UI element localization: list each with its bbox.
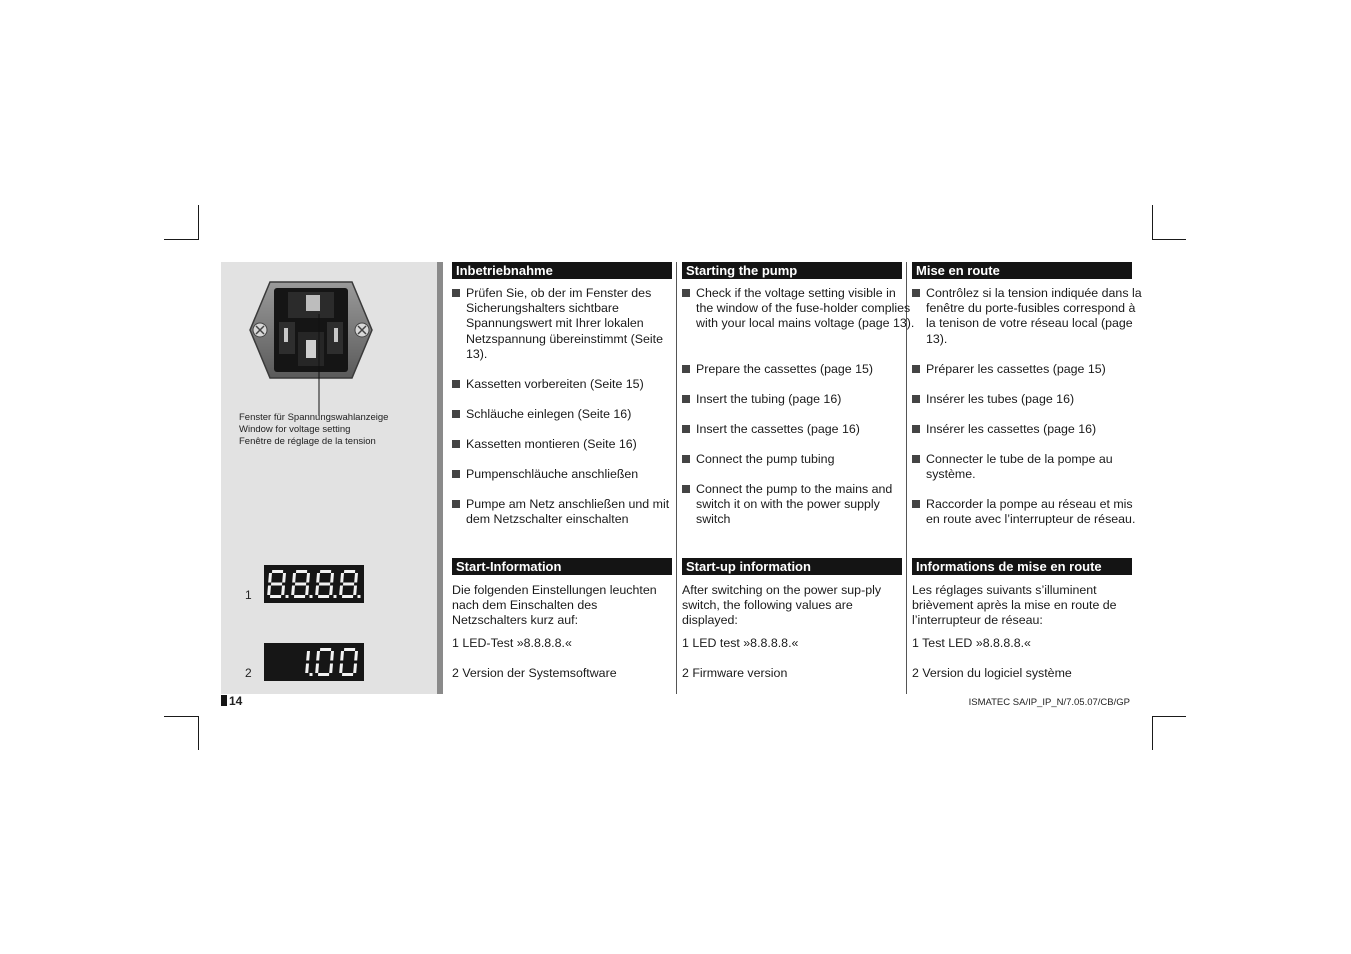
led-segment [295,583,306,586]
square-bullet-icon [912,395,920,403]
led-decimal-point [310,595,313,598]
led-segment [330,573,334,583]
led-segment [353,664,357,674]
image-caption [239,412,388,448]
bullet-item: Schläuche einlegen (Seite 16) [452,407,686,422]
square-bullet-icon [912,425,920,433]
led-segment [272,570,283,573]
section-heading: Start-up information [682,558,902,575]
info-item: 2 Firmware version [682,666,788,680]
bullet-item: Kassetten montieren (Seite 16) [452,437,686,452]
led-segment [342,595,353,598]
led-segment [319,583,330,586]
crop-mark [1152,716,1153,750]
led-segment [318,595,329,598]
crop-mark [198,205,199,240]
led-segment [340,651,344,661]
square-bullet-icon [912,289,920,297]
info-item: 1 LED test »8.8.8.8.« [682,636,799,650]
section-heading: Start-Information [452,558,672,575]
bullet-item: Prepare the cassettes (page 15) [682,362,916,377]
led-segment [342,673,353,676]
square-bullet-icon [682,365,690,373]
led-segment [318,673,329,676]
led-digits-version [264,643,364,681]
led-segment [292,573,296,583]
square-bullet-icon [452,440,460,448]
bullet-item: Raccorder la pompe au réseau et mis en route avec l’interrupteur de réseau. [912,497,1146,527]
square-bullet-icon [682,485,690,493]
info-item: 2 Version du logiciel système [912,666,1072,680]
column-german [452,262,672,680]
led-decimal-point [334,595,337,598]
bullet-item: Kassetten vorbereiten (Seite 15) [452,377,686,392]
display-2-number: 2 [245,666,252,680]
crop-mark [164,239,199,240]
led-segment [343,583,354,586]
led-decimal-point [358,595,361,598]
bullet-item: Check if the voltage setting visible in the window of the fuse-holder complies with your local mains voltage (page 13). [682,286,916,332]
sidebar-rule [437,262,443,694]
info-text: Die folgenden Einstellungen leuchten nach dem Einschalten des Netzschalters kurz auf: [452,583,657,628]
footer-code: ISMATEC SA/IP_IP_N/7.05.07/CB/GP [968,697,1130,708]
led-segment [296,570,307,573]
led-segment [267,586,271,596]
bullet-item: Pumpenschläuche anschließen [452,467,686,482]
square-bullet-icon [912,455,920,463]
section-heading: Mise en route [912,262,1132,279]
square-bullet-icon [682,395,690,403]
square-bullet-icon [452,470,460,478]
bullet-item: Insert the cassettes (page 16) [682,422,916,437]
caption-line-fr: Fenêtre de réglage de la tension [239,436,376,447]
info-item: 1 Test LED »8.8.8.8.« [912,636,1031,650]
led-display-test [264,565,364,603]
led-segment [305,664,309,674]
led-segment [320,570,331,573]
bullet-item: Connect the pump tubing [682,452,916,467]
led-segment [305,586,309,596]
square-bullet-icon [452,500,460,508]
fuse-holder-illustration [248,280,374,416]
section-heading: Starting the pump [682,262,902,279]
square-bullet-icon [682,289,690,297]
led-decimal-point [286,595,289,598]
bullet-item: Connect the pump to the mains and switch it on with the power supply switch [682,482,916,528]
bullet-item: Insert the tubing (page 16) [682,392,916,407]
crop-mark [1152,205,1153,240]
info-text: After switching on the power sup-ply switch, the following values are displayed: [682,583,882,628]
display-1-number: 1 [245,588,252,602]
column-french [912,262,1142,680]
led-segment [316,573,320,583]
square-bullet-icon [452,380,460,388]
square-bullet-icon [682,455,690,463]
square-bullet-icon [452,410,460,418]
led-digits-test [264,565,364,603]
led-segment [330,651,334,661]
led-segment [315,586,319,596]
led-segment [344,570,355,573]
info-item: 1 LED-Test »8.8.8.8.« [452,636,572,650]
led-segment [339,586,343,596]
info-text: Les réglages suivants s’illuminent brièvement après la mise en route de l’interrupteur de réseau: [912,583,1117,628]
column-english [682,262,915,680]
led-segment [281,586,285,596]
led-segment [282,573,286,583]
led-segment [344,648,355,651]
led-segment [294,595,305,598]
bullet-item: Insérer les tubes (page 16) [912,392,1146,407]
section-heading: Informations de mise en route [912,558,1132,575]
page-marker [221,695,227,706]
bullet-item: Connecter le tube de la pompe au système. [912,452,1146,482]
led-segment [291,586,295,596]
led-segment [271,583,282,586]
led-segment [340,573,344,583]
led-segment [306,573,310,583]
led-decimal-point [310,673,313,676]
info-item: 2 Version der Systemsoftware [452,666,617,680]
led-segment [270,595,281,598]
bullet-item: Préparer les cassettes (page 15) [912,362,1146,377]
crop-mark [1152,716,1186,717]
led-segment [354,573,358,583]
led-segment [268,573,272,583]
square-bullet-icon [912,365,920,373]
crop-mark [198,716,199,750]
led-segment [339,664,343,674]
square-bullet-icon [452,289,460,297]
square-bullet-icon [682,425,690,433]
bullet-item: Pumpe am Netz anschließen und mit dem Netzschalter einschalten [452,497,686,527]
led-segment [329,664,333,674]
section-heading: Inbetriebnahme [452,262,672,279]
bullet-item: Prüfen Sie, ob der im Fenster des Sicherungshalters sichtbare Spannungswert mit Ihrer lokalen Netzspannung übereinstimmt (Seite 13). [452,286,686,362]
led-segment [320,648,331,651]
led-segment [329,586,333,596]
crop-mark [164,716,199,717]
caption-line-de: Fenster für Spannungswahlanzeige [239,412,389,423]
led-segment [315,664,319,674]
led-display-version [264,643,364,681]
square-bullet-icon [912,500,920,508]
led-segment [316,651,320,661]
page-number: 14 [221,694,242,708]
led-segment [353,586,357,596]
bullet-item: Contrôlez si la tension indiquée dans la fenêtre du porte-fusibles correspond à la tenison de votre réseau local (page 13). [912,286,1146,347]
led-segment [306,651,310,661]
led-segment [354,651,358,661]
bullet-item: Insérer les cassettes (page 16) [912,422,1146,437]
crop-mark [1152,239,1186,240]
caption-line-en: Window for voltage setting [239,424,351,435]
